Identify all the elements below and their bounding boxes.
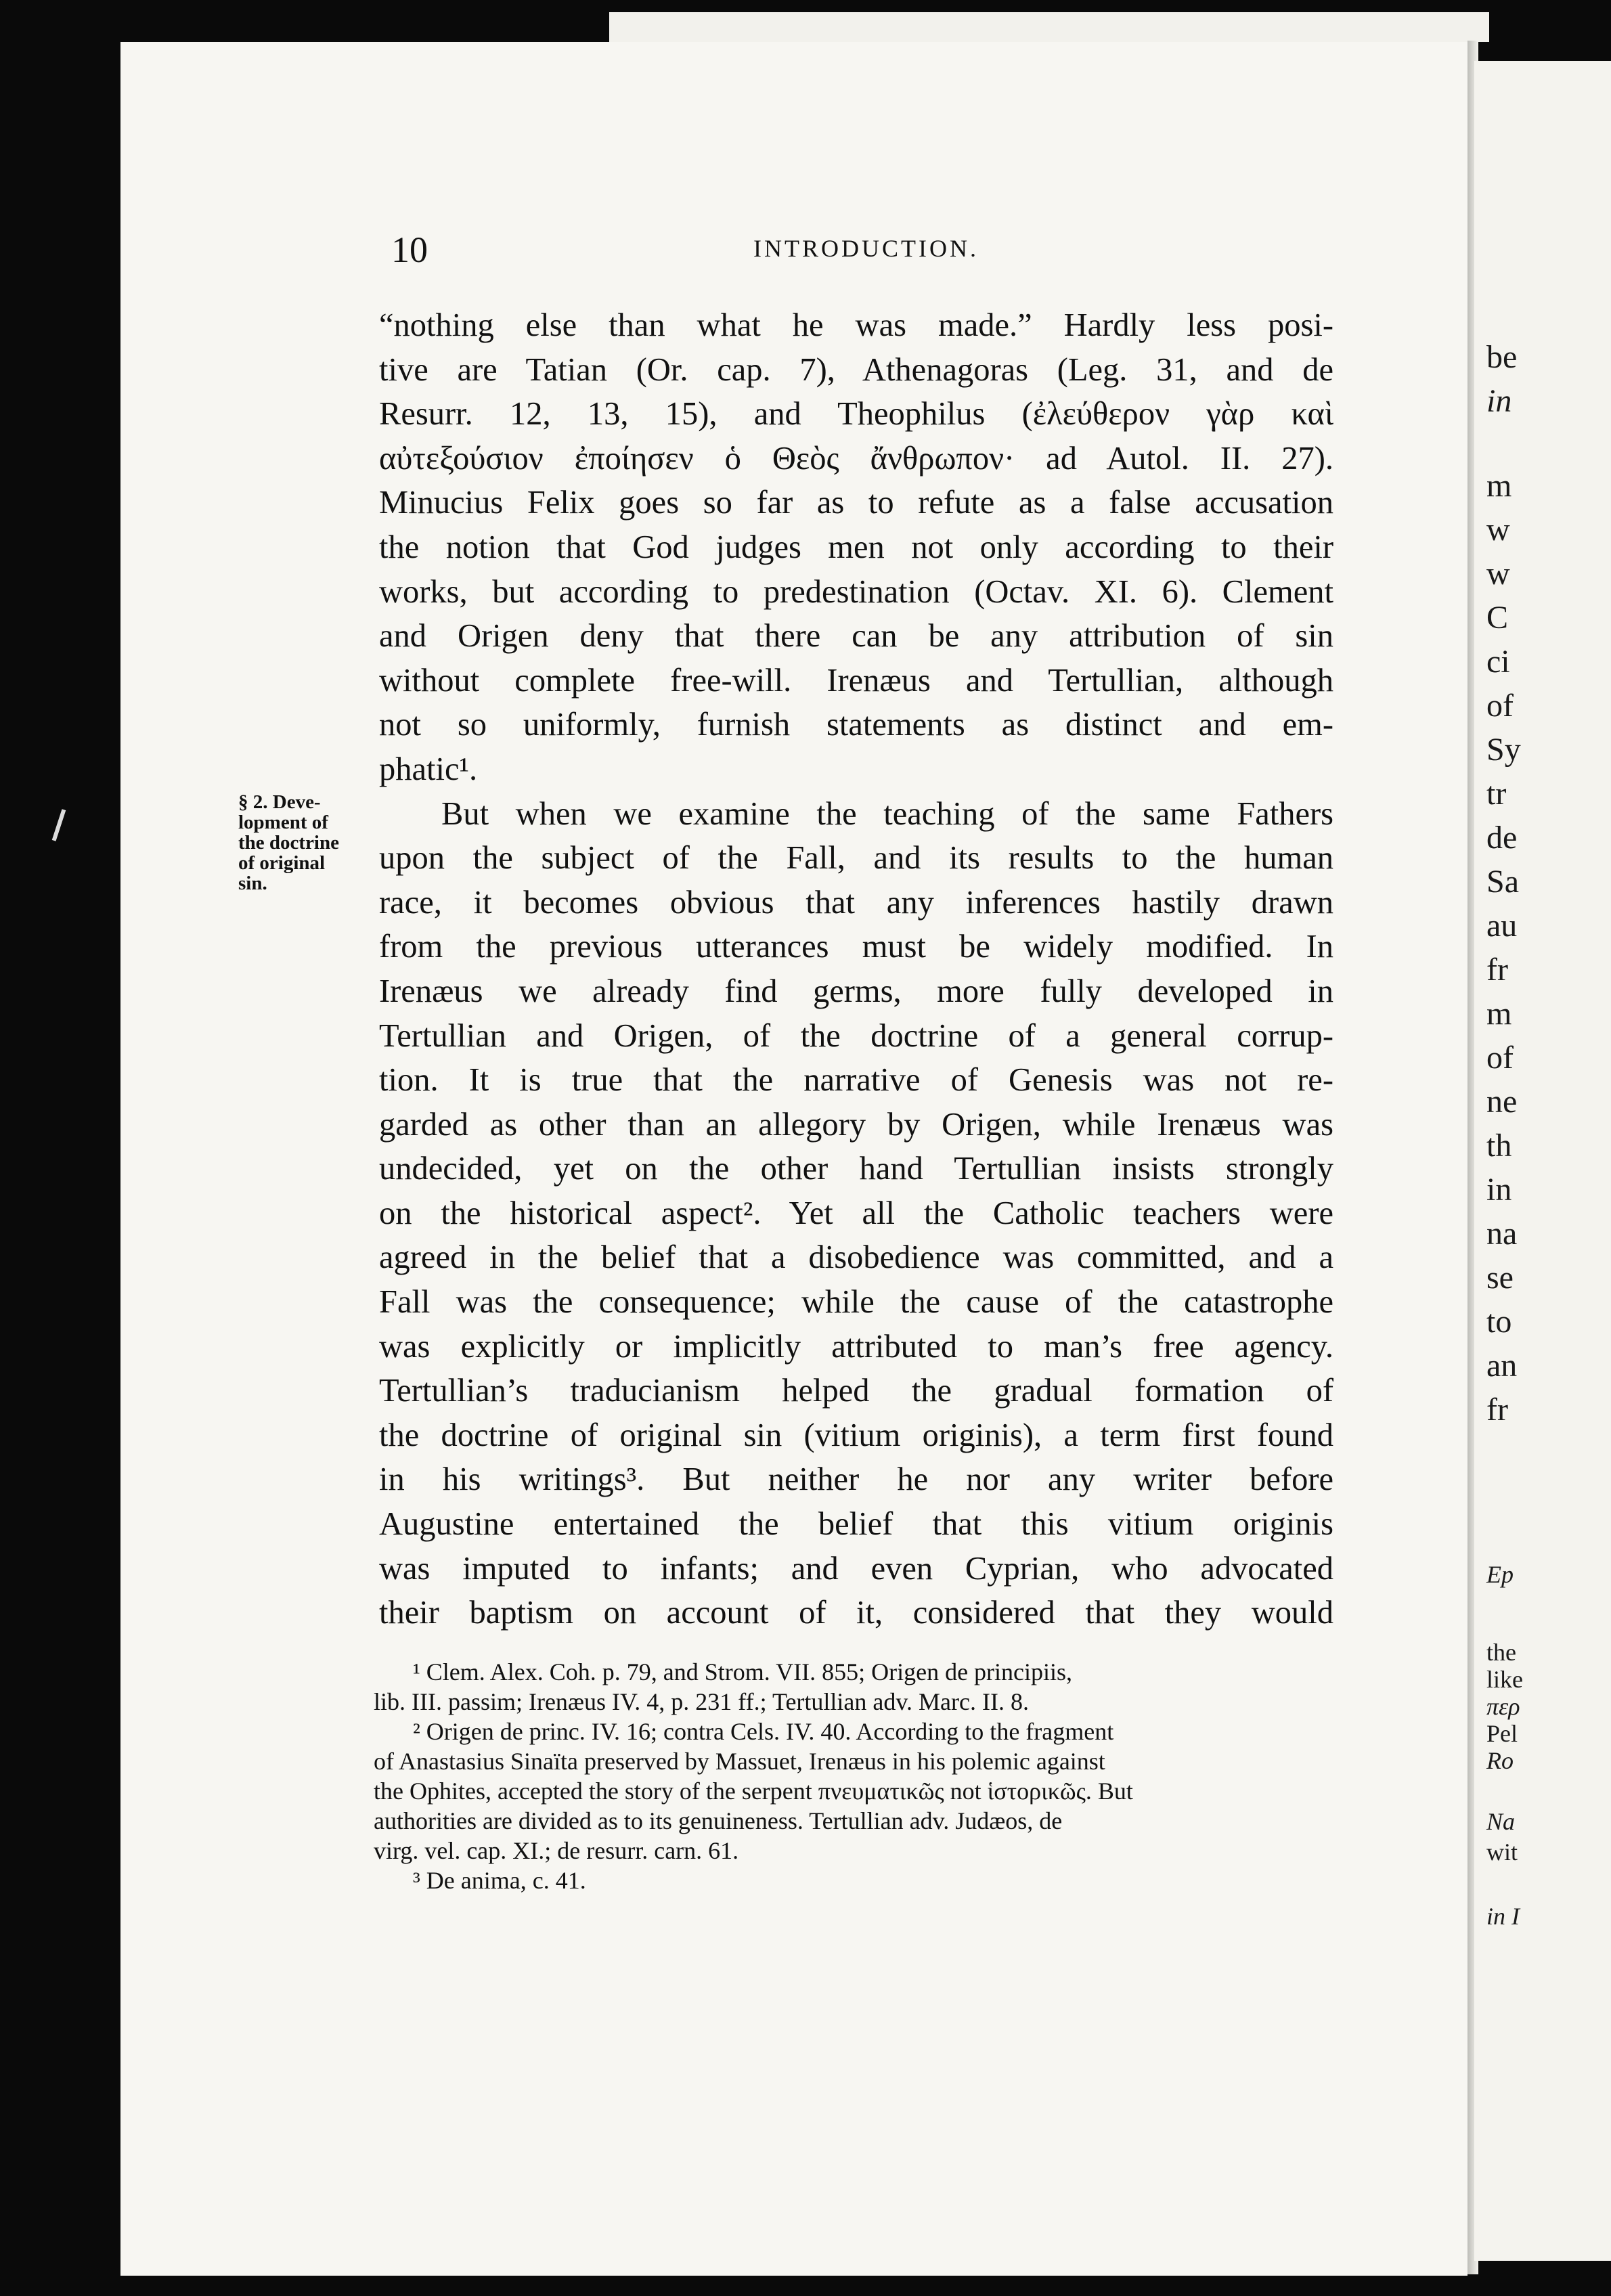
page-edge [609, 12, 1489, 42]
facing-page-fragment: de [1486, 820, 1518, 856]
facing-page-fragment: like [1486, 1666, 1523, 1693]
body-line: race, it becomes obvious that any inferences hastily drawn [379, 884, 1333, 921]
facing-page-fragment: na [1486, 1216, 1518, 1252]
facing-page-fragment: th [1486, 1128, 1512, 1164]
facing-page-fragment: ci [1486, 644, 1510, 680]
margin-note-line: § 2. Deve- [238, 791, 321, 813]
facing-page-fragment: of [1486, 688, 1514, 724]
margin-note-line: sin. [238, 873, 267, 894]
footnotes [374, 1657, 1333, 1895]
footnote-line: authorities are divided as to its genuineness. Tertullian adv. Judæos, de [374, 1807, 1063, 1834]
facing-page-fragment: w [1486, 556, 1510, 592]
body-line: Fall was the consequence; while the cause of the catastrophe [379, 1284, 1333, 1321]
body-line: But when we examine the teaching of the same Fathers [441, 795, 1333, 832]
body-line: the notion that God judges men not only according to their [379, 529, 1333, 565]
margin-note-line: of original [238, 852, 326, 874]
facing-page-fragment: tr [1486, 776, 1507, 812]
body-line: from the previous utterances must be widely modified. In [379, 929, 1333, 965]
footnote-line: of Anastasius Sinaïta preserved by Massuet, Irenæus in his polemic against [374, 1748, 1105, 1775]
body-line: undecided, yet on the other hand Tertullian insists strongly [379, 1151, 1333, 1187]
facing-page-edge [1474, 61, 1611, 2261]
facing-page-fragment: to [1486, 1304, 1512, 1340]
body-line: without complete free-will. Irenæus and Tertullian, although [379, 662, 1333, 699]
facing-page-fragment: the [1486, 1639, 1516, 1666]
body-line: Irenæus we already find germs, more fully developed in [379, 973, 1333, 1009]
body-line: Resurr. 12, 13, 15), and Theophilus (ἐλεύθερον γὰρ καὶ [379, 396, 1333, 433]
facing-page-fragment: m [1486, 468, 1512, 504]
body-line: their baptism on account of it, considered that they would [379, 1595, 1333, 1631]
body-line: Minucius Felix goes so far as to refute as a false accusation [379, 485, 1333, 521]
facing-page-fragment: ne [1486, 1084, 1518, 1120]
facing-page-fragment: m [1486, 996, 1512, 1032]
body-line: Tertullian’s traducianism helped the gradual formation of [379, 1373, 1333, 1409]
margin-note [238, 792, 380, 893]
facing-page-fragment: an [1486, 1348, 1518, 1384]
facing-page-fragment: be [1486, 339, 1518, 375]
scan-artifact [52, 809, 66, 841]
body-line: not so uniformly, furnish statements as distinct and em- [379, 707, 1333, 743]
facing-page-fragment: wit [1486, 1838, 1518, 1866]
body-line: αὐτεξούσιον ἐποίησεν ὁ Θεὸς ἄνθρωπον· ad Autol. II. 27). [379, 440, 1333, 477]
facing-page-fragment: Ep [1486, 1561, 1514, 1588]
footnote-line: ³ De anima, c. 41. [413, 1867, 586, 1894]
body-line: on the historical aspect². Yet all the Catholic teachers were [379, 1195, 1333, 1231]
body-line: Tertullian and Origen, of the doctrine of a general corrup- [379, 1017, 1333, 1054]
margin-note-line: the doctrine [238, 832, 339, 854]
body-line: was imputed to infants; and even Cyprian, who advocated [379, 1550, 1333, 1587]
footnote-line: ² Origen de princ. IV. 16; contra Cels. IV. 40. According to the fragment [413, 1718, 1114, 1745]
body-text [379, 303, 1333, 1635]
body-line: phatic¹. [379, 751, 478, 787]
body-line: agreed in the belief that a disobedience was committed, and a [379, 1239, 1333, 1276]
footnote-line: virg. vel. cap. XI.; de resurr. carn. 61. [374, 1837, 739, 1864]
running-title: INTRODUCTION. [753, 235, 979, 262]
facing-page-fragment: Sa [1486, 864, 1519, 900]
body-line: “nothing else than what he was made.” Hardly less posi- [379, 307, 1333, 343]
body-line: and Origen deny that there can be any attribution of sin [379, 618, 1333, 655]
facing-page-fragment: περ [1486, 1693, 1520, 1720]
body-line: Augustine entertained the belief that this vitium originis [379, 1506, 1333, 1543]
facing-page-fragment: Sy [1486, 732, 1521, 768]
body-line: upon the subject of the Fall, and its results to the human [379, 840, 1333, 877]
facing-page-fragment: au [1486, 908, 1518, 944]
footnote-line: lib. III. passim; Irenæus IV. 4, p. 231 ff.; Tertullian adv. Marc. II. 8. [374, 1688, 1029, 1715]
footnote-line: the Ophites, accepted the story of the serpent πνευματικῶς not ἱστορικῶς. But [374, 1778, 1133, 1805]
page-number: 10 [391, 229, 428, 270]
footnote-line: ¹ Clem. Alex. Coh. p. 79, and Strom. VII. 855; Origen de principiis, [413, 1658, 1073, 1685]
facing-page-fragment: C [1486, 600, 1509, 636]
facing-page-fragment: fr [1486, 952, 1508, 988]
body-line: works, but according to predestination (Octav. XI. 6). Clement [379, 573, 1333, 610]
facing-page-fragment: in I [1486, 1903, 1520, 1930]
facing-page-fragment: Ro [1486, 1747, 1514, 1774]
body-line: tion. It is true that the narrative of Genesis was not re- [379, 1062, 1333, 1099]
margin-note-line: lopment of [238, 812, 328, 833]
facing-page-fragment: in [1486, 1172, 1512, 1208]
facing-page-fragment: in [1486, 383, 1512, 419]
facing-page-fragment: w [1486, 512, 1510, 548]
body-line: was explicitly or implicitly attributed to man’s free agency. [379, 1328, 1333, 1365]
facing-page-fragment: Pel [1486, 1720, 1518, 1747]
facing-page-fragment: fr [1486, 1392, 1508, 1428]
body-line: garded as other than an allegory by Origen, while Irenæus was [379, 1106, 1333, 1143]
facing-page-fragment: Na [1486, 1808, 1516, 1835]
body-line: in his writings³. But neither he nor any writer before [379, 1461, 1333, 1498]
facing-page-fragment: se [1486, 1260, 1514, 1296]
facing-page-fragment: of [1486, 1040, 1514, 1076]
body-line: the doctrine of original sin (vitium originis), a term first found [379, 1417, 1333, 1453]
body-line: tive are Tatian (Or. cap. 7), Athenagoras (Leg. 31, and de [379, 351, 1333, 388]
page-header [391, 229, 1332, 269]
